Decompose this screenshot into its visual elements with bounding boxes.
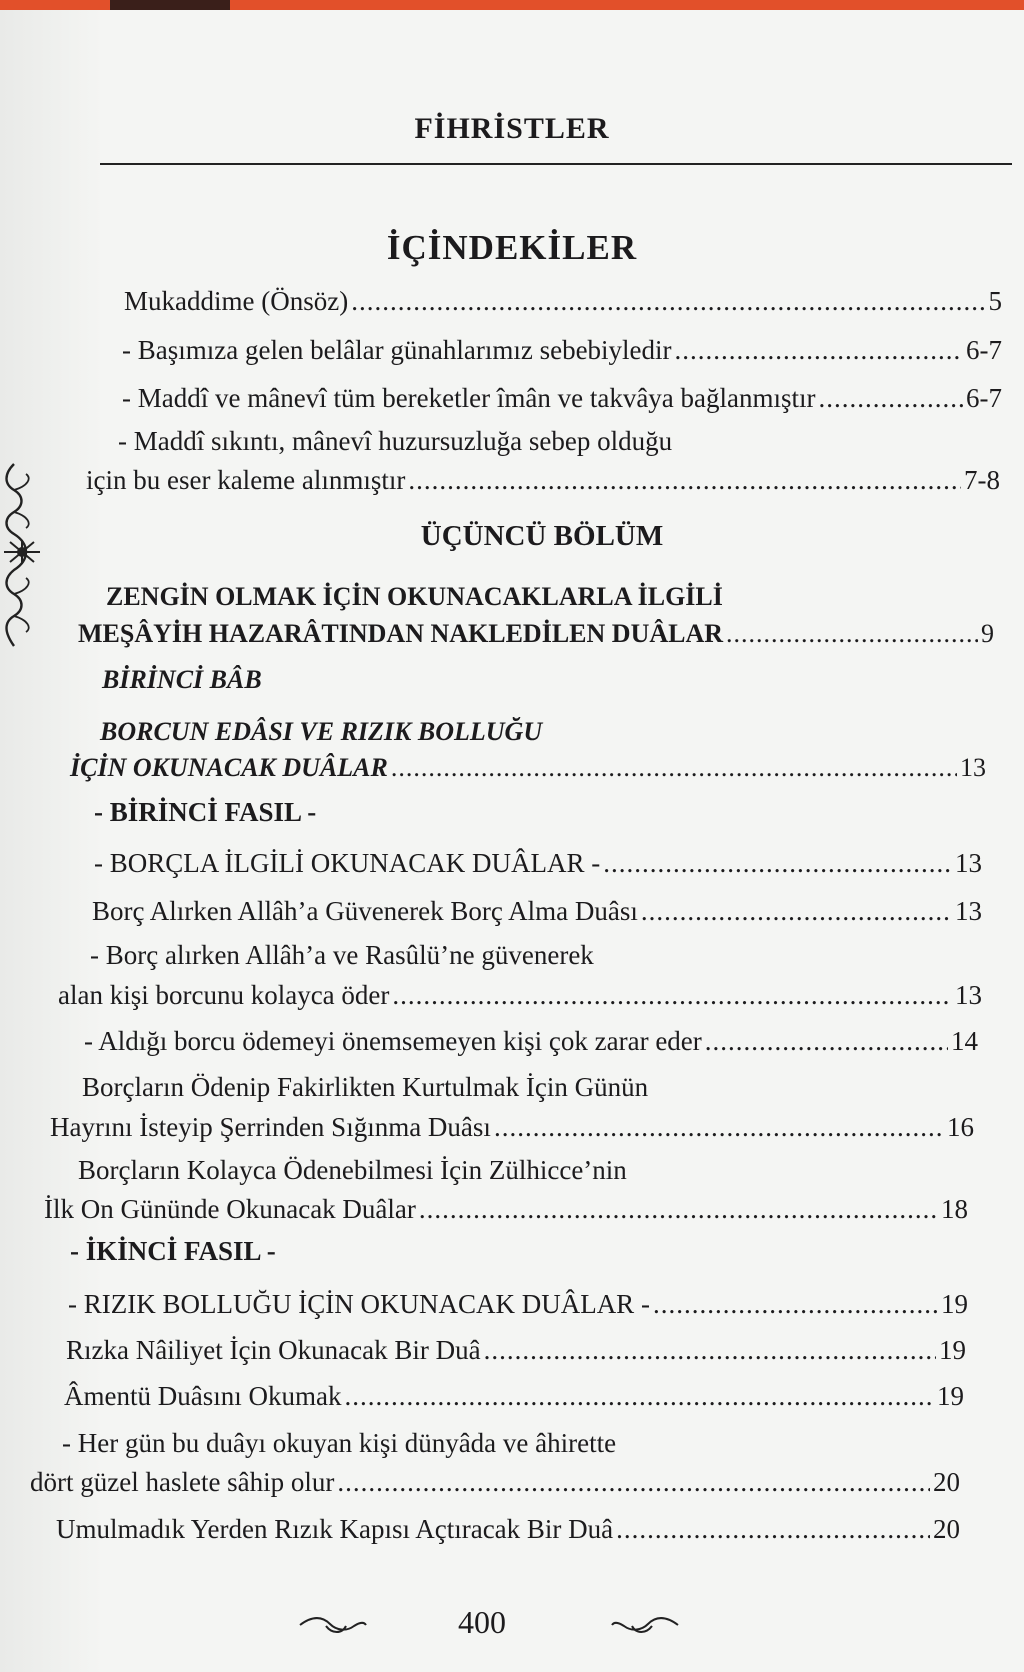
- toc-entry[interactable]: [58, 978, 982, 1012]
- leader-dots: [603, 846, 952, 880]
- page-header-title: FİHRİSTLER: [414, 112, 610, 145]
- leader-dots: [819, 381, 963, 415]
- leader-dots: [675, 333, 963, 367]
- toc-entry-page: 13: [955, 896, 982, 926]
- leader-dots: [653, 1287, 938, 1321]
- flourish-icon: [298, 1614, 368, 1641]
- toc-entry-page: 7-8: [964, 465, 1000, 495]
- toc-entry-line1: Borçların Kolayca Ödenebilmesi İçin Zülhicce’nin: [78, 1155, 627, 1185]
- flourish-icon: [610, 1614, 680, 1641]
- toc-entry[interactable]: [124, 284, 1002, 318]
- toc-entry-page: 19: [937, 1381, 964, 1411]
- book-cover-edge: [0, 0, 1024, 10]
- toc-entry[interactable]: [66, 1333, 966, 1367]
- toc-entry-text: için bu eser kaleme alınmıştır: [86, 465, 406, 495]
- toc-entry-text: alan kişi borcunu kolayca öder: [58, 980, 390, 1010]
- toc-entry-page: 13: [955, 980, 982, 1010]
- toc-entry-line1: ZENGİN OLMAK İÇİN OKUNACAKLARLA İLGİLİ: [106, 582, 723, 611]
- leader-dots: [351, 284, 985, 318]
- toc-entry-page: 13: [960, 753, 986, 782]
- toc-entry-page: 19: [941, 1289, 968, 1319]
- toc-entry-text: İlk On Gününde Okunacak Duâlar: [44, 1194, 416, 1224]
- toc-entry[interactable]: [50, 1110, 974, 1144]
- cover-dark-band: [110, 0, 230, 10]
- toc-entry[interactable]: [94, 846, 982, 880]
- toc-entry-text: - RIZIK BOLLUĞU İÇİN OKUNACAK DUÂLAR -: [68, 1289, 650, 1319]
- toc-entry-page: 20: [933, 1467, 960, 1497]
- leader-dots: [419, 1192, 938, 1226]
- toc-entry[interactable]: [70, 751, 986, 785]
- leader-dots: [641, 894, 952, 928]
- toc-entry-line1: - Maddî sıkıntı, mânevî huzursuzluğa sebep olduğu: [118, 426, 673, 456]
- toc-entry-page: 6-7: [966, 383, 1002, 413]
- toc-entry-text: dört güzel haslete sâhip olur: [30, 1467, 335, 1497]
- leader-dots: [391, 751, 957, 785]
- leader-dots: [337, 1465, 930, 1499]
- toc-entry[interactable]: [84, 1024, 978, 1058]
- toc-entry-page: 13: [955, 848, 982, 878]
- toc-entry-line1: - Her gün bu duâyı okuyan kişi dünyâda ve âhirette: [62, 1428, 617, 1458]
- toc-entry[interactable]: [122, 333, 1002, 367]
- leader-dots: [484, 1333, 936, 1367]
- leader-dots: [726, 617, 978, 651]
- toc-entry-text: Borç Alırken Allâh’a Güvenerek Borç Alma Duâsı: [92, 896, 638, 926]
- toc-entry-page: 14: [951, 1026, 978, 1056]
- toc-entry[interactable]: [64, 1379, 964, 1413]
- toc-entry-text: - Aldığı borcu ödemeyi önemsemeyen kişi çok zarar eder: [84, 1026, 702, 1056]
- toc-entry[interactable]: [56, 1512, 960, 1546]
- toc-entry-line1: BORCUN EDÂSI VE RIZIK BOLLUĞU: [100, 717, 543, 746]
- toc-entry-page: 19: [939, 1335, 966, 1365]
- section-title: ÜÇÜNCÜ BÖLÜM: [420, 520, 664, 552]
- toc-entry[interactable]: [78, 617, 994, 651]
- bab-title: BİRİNCİ BÂB: [102, 665, 262, 694]
- toc-entry-text: MEŞÂYİH HAZARÂTINDAN NAKLEDİLEN DUÂLAR: [78, 619, 724, 648]
- leader-dots: [616, 1512, 930, 1546]
- toc-entry-text: Hayrını İsteyip Şerrinden Sığınma Duâsı: [50, 1112, 491, 1142]
- leader-dots: [494, 1110, 944, 1144]
- toc-entry[interactable]: [122, 381, 1002, 415]
- fasil-title: - İKİNCİ FASIL -: [70, 1236, 276, 1266]
- leader-dots: [392, 978, 952, 1012]
- toc-entry-page: 18: [941, 1194, 968, 1224]
- header-rule: [100, 163, 1012, 165]
- toc-entry-page: 16: [947, 1112, 974, 1142]
- toc-entry-page: 9: [981, 619, 994, 648]
- fasil-title: - BİRİNCİ FASIL -: [94, 797, 317, 827]
- toc-entry[interactable]: [68, 1287, 968, 1321]
- toc-entry[interactable]: [86, 463, 1000, 497]
- toc-entry[interactable]: [92, 894, 982, 928]
- toc-entry[interactable]: [44, 1192, 968, 1226]
- toc-entry-page: 20: [933, 1514, 960, 1544]
- toc-entry-page: 5: [988, 286, 1002, 316]
- toc-entry-text: - BORÇLA İLGİLİ OKUNACAK DUÂLAR -: [94, 848, 601, 878]
- toc-title: İÇİNDEKİLER: [386, 228, 638, 267]
- toc-entry-page: 6-7: [966, 335, 1002, 365]
- leader-dots: [408, 463, 961, 497]
- toc-entry-text: İÇİN OKUNACAK DUÂLAR: [70, 753, 388, 782]
- toc-entry-text: Rızka Nâiliyet İçin Okunacak Bir Duâ: [66, 1335, 481, 1365]
- toc-entry-text: - Maddî ve mânevî tüm bereketler îmân ve takvâya bağlanmıştır: [122, 383, 816, 413]
- vine-ornament-icon: [0, 460, 44, 655]
- toc-entry-text: Mukaddime (Önsöz): [124, 286, 349, 316]
- toc-entry-text: Umulmadık Yerden Rızık Kapısı Açtıracak Bir Duâ: [56, 1514, 614, 1544]
- toc-entry[interactable]: [30, 1465, 960, 1499]
- leader-dots: [705, 1024, 948, 1058]
- toc-entry-text: Âmentü Duâsını Okumak: [64, 1381, 342, 1411]
- toc-entry-line1: Borçların Ödenip Fakirlikten Kurtulmak İçin Günün: [82, 1072, 649, 1102]
- toc-entry-line1: - Borç alırken Allâh’a ve Rasûlü’ne güvenerek: [90, 940, 594, 970]
- toc-entry-text: - Başımıza gelen belâlar günahlarımız sebebiyledir: [122, 335, 672, 365]
- page-number: 400: [458, 1604, 506, 1640]
- leader-dots: [344, 1379, 934, 1413]
